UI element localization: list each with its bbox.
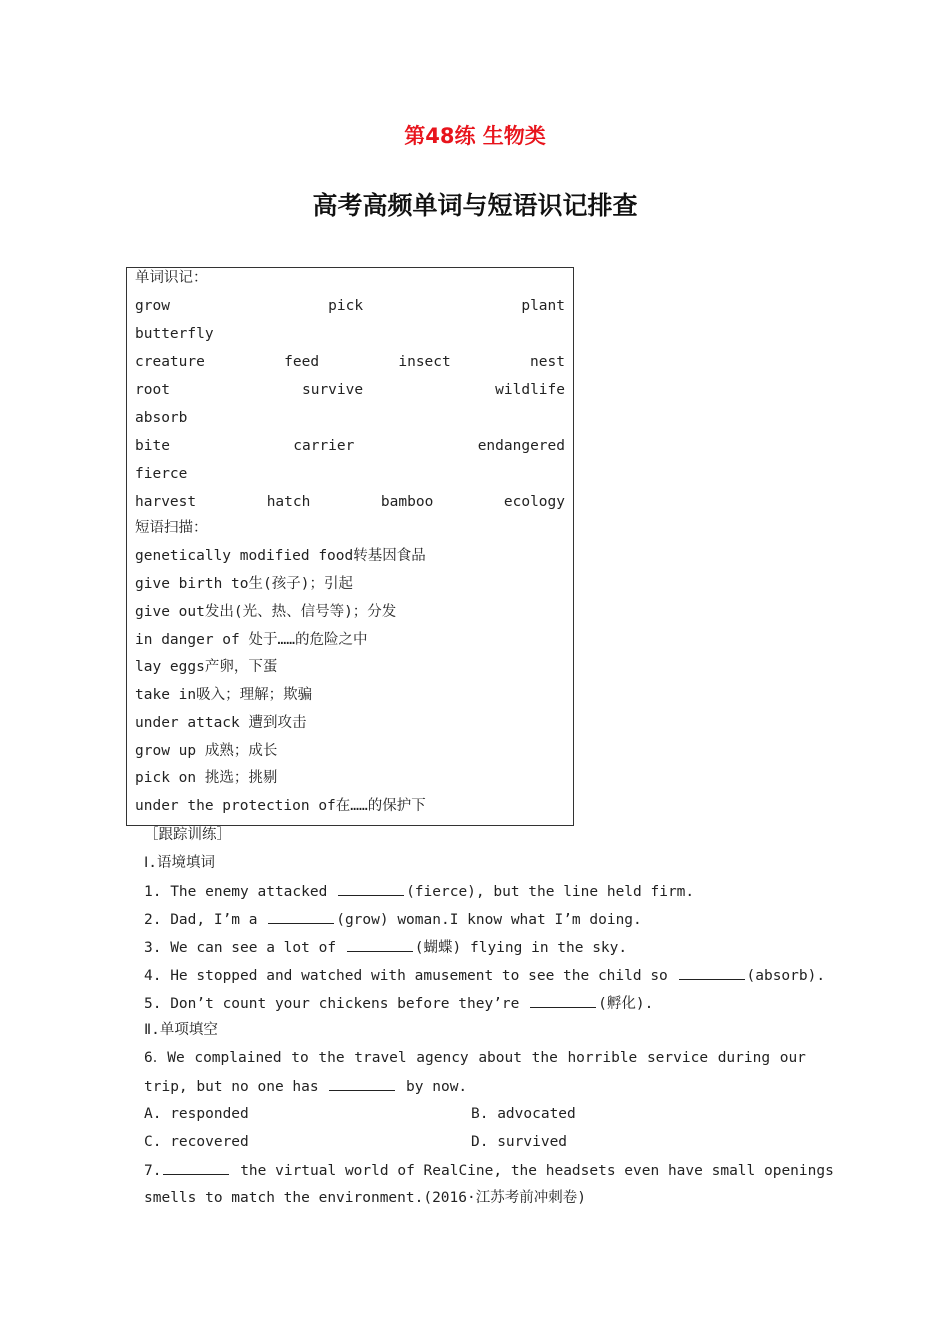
phrases-heading: 短语扫描： [135,520,208,536]
part2-heading: Ⅱ.单项填空 [144,1022,218,1038]
answer-blank[interactable] [329,1076,395,1091]
answer-blank[interactable] [163,1160,229,1175]
word-row-3 [135,352,565,372]
words-heading: 单词识记： [135,270,208,286]
section-title: 高考高频单词与短语识记排查 [312,191,638,220]
word: fierce [135,466,188,482]
word: butterfly [135,326,214,342]
word-row-6 [135,436,565,456]
word: absorb [135,410,188,426]
option-c[interactable]: C. recovered [144,1134,249,1150]
word: carrier [293,438,355,454]
word-row-5 [135,408,565,428]
word-row-8 [135,492,565,512]
phrase-item: under attack 遭到攻击 [135,715,307,731]
phrase-item: genetically modified food转基因食品 [135,548,426,564]
word: root [135,382,170,398]
word: insect [398,354,451,370]
word: bamboo [380,494,434,510]
word: survive [301,382,364,398]
question-7-line-1: 7. the virtual world of RealCine, the headsets even have small openings [144,1160,834,1181]
phrase-item: grow up 成熟；成长 [135,743,278,759]
word-row-2 [135,324,565,344]
word: bite [135,438,170,454]
fill-item-2: 2. Dad, I’m a (grow) woman.I know what I’m doing. [144,909,642,930]
word: pick [328,298,364,314]
word-row-4 [135,380,565,400]
answer-blank[interactable] [530,993,596,1008]
word: hatch [266,494,311,510]
word: creature [135,354,205,370]
option-a[interactable]: A. responded [144,1106,249,1122]
phrase-item: pick on 挑选；挑剔 [135,770,278,786]
word: feed [284,354,320,370]
phrase-item: in danger of 处于……的危险之中 [135,632,368,648]
fill-item-4: 4. He stopped and watched with amusement to see the child so (absorb). [144,965,825,986]
phrase-item: give out发出(光、热、信号等)；分发 [135,604,397,620]
fill-item-5: 5. Don’t count your chickens before they’re (孵化). [144,993,653,1014]
question-7-line-2: smells to match the environment.(2016·江苏考前冲刺卷) [144,1190,586,1206]
phrase-item: lay eggs产卵，下蛋 [135,659,278,675]
question-6-line-1: 6．We complained to the travel agency about the horrible service during our [144,1050,806,1066]
fill-item-1: 1. The enemy attacked (fierce), but the line held firm. [144,881,694,902]
option-b[interactable]: B. advocated [471,1106,576,1122]
word: nest [530,354,565,370]
fill-item-3: 3. We can see a lot of (蝴蝶) flying in the sky. [144,937,627,958]
word: grow [135,298,170,314]
practice-heading: ［跟踪训练］ [144,827,231,843]
word-row-7 [135,464,565,484]
word: harvest [135,494,197,510]
word: endangered [477,438,565,454]
part1-heading: Ⅰ.语境填词 [144,855,216,871]
question-6-line-2: trip, but no one has by now. [144,1076,467,1097]
answer-blank[interactable] [679,965,745,980]
option-d[interactable]: D. survived [471,1134,568,1150]
answer-blank[interactable] [268,909,334,924]
word: plant [521,298,565,314]
word-row-1 [135,296,565,316]
phrase-item: give birth to生(孩子)；引起 [135,576,353,592]
answer-blank[interactable] [347,937,413,952]
word: wildlife [495,382,565,398]
exercise-title: 第48练 生物类 [404,124,546,148]
phrase-item: take in吸入；理解；欺骗 [135,687,313,703]
word: ecology [503,494,565,510]
phrase-item: under the protection of在……的保护下 [135,798,426,814]
answer-blank[interactable] [338,881,404,896]
